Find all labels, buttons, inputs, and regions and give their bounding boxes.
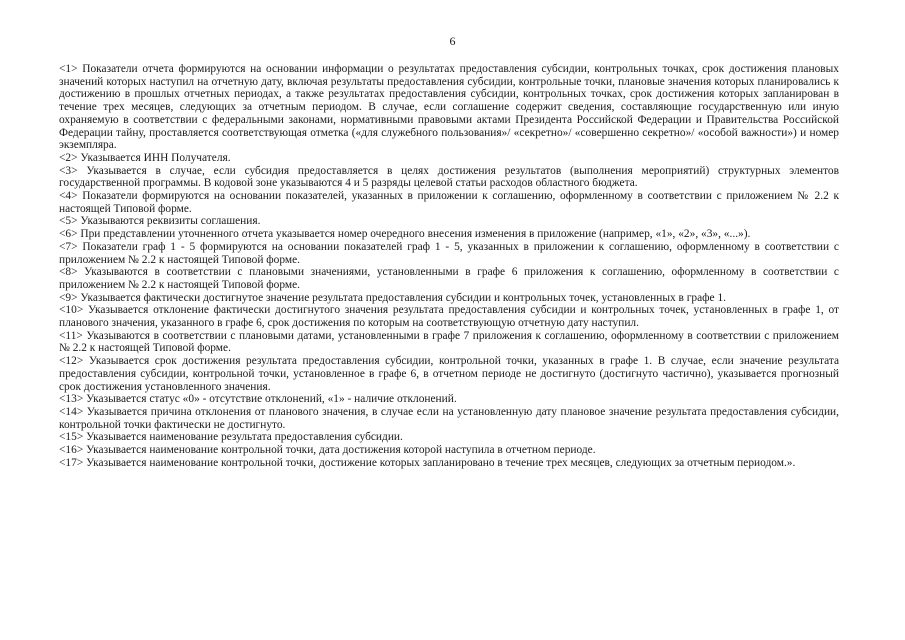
footnote-14: <14> Указывается причина отклонения от планового значения, в случае если на установленную дату плановое значение результата предоставления субсидии, контрольной точки фактически не достигнуто.	[59, 405, 839, 431]
footnote-13: <13> Указывается статус «0» - отсутствие отклонений, «1» - наличие отклонений.	[59, 393, 457, 406]
footnotes-list	[59, 63, 839, 470]
footnote-5: <5> Указываются реквизиты соглашения.	[59, 215, 261, 228]
footnote-17: <17> Указывается наименование контрольной точки, достижение которых запланировано в течение трех месяцев, следующих за отчетным периодом.».	[59, 456, 796, 469]
footnote-11: <11> Указываются в соответствии с плановыми датами, установленными в графе 7 приложения к соглашению, оформленному в соответствии с приложением № 2.2 к настоящей Типовой форме.	[59, 329, 839, 355]
page-number: 6	[449, 34, 456, 48]
footnote-10: <10> Указывается отклонение фактически достигнутого значения результата предоставления субсидии и контрольных точек, установленных в графе 1, от планового значения, указанного в графе 6, срок достижения по которым на соответствующую отчетную дату наступил.	[59, 304, 839, 330]
footnote-16: <16> Указывается наименование контрольной точки, дата достижения которой наступила в отчетном периоде.	[59, 444, 596, 457]
footnote-7: <7> Показатели граф 1 - 5 формируются на основании показателей граф 1 - 5, указанных в приложении к соглашению, оформленному в соответствии с приложением № 2.2 к настоящей Типовой форме.	[59, 240, 839, 266]
footnote-3: <3> Указывается в случае, если субсидия предоставляется в целях достижения результатов (выполнения мероприятий) структурных элементов государственной программы. В кодовой зоне указываются 4 и 5 разряды целевой статьи расходов областного бюджета.	[59, 164, 839, 190]
footnote-15: <15> Указывается наименование результата предоставления субсидии.	[59, 431, 403, 444]
footnote-2: <2> Указывается ИНН Получателя.	[59, 151, 231, 164]
footnote-8: <8> Указываются в соответствии с плановыми значениями, установленными в графе 6 приложения к соглашению, оформленному в соответствии с приложением № 2.2 к настоящей Типовой форме.	[59, 266, 839, 291]
footnote-4: <4> Показатели формируются на основании показателей, указанных в приложении к соглашению, оформленному в соответствии с приложением № 2.2 к настоящей Типовой форме.	[59, 190, 839, 215]
footnote-9: <9> Указывается фактически достигнутое значение результата предоставления субсидии и контрольных точек, установленных в графе 1.	[59, 291, 726, 304]
footnote-1: <1> Показатели отчета формируются на основании информации о результатах предоставления субсидии, контрольных точках, срок достижения плановых значений которых наступил на отчетную дату, включая результаты предоставления субсидии, контрольные точки, плановые значения которых планировались к достижению в прошлых отчетных периодах, а также результатах предоставления субсидии, контрольных точках, срок достижения которых запланирован в течение трех месяцев, следующих за отчетным периодом. В случае, если соглашение содержит сведения, составляющие государственную или иную охраняемую в соответствии с федеральными законами, нормативными правовыми актами Президента Российской Федерации и Правительства Российской Федерации тайну, проставляется соответствующая отметка («для служебного пользования»/ «секретно»/ «совершенно секретно»/ «особой важности») и номер экземпляра.	[59, 63, 839, 152]
footnote-6: <6> При представлении уточненного отчета указывается номер очередного внесения изменения в приложение (например, «1», «2», «3», «...»).	[59, 228, 751, 241]
footnote-12: <12> Указывается срок достижения результата предоставления субсидии, контрольной точки, указанных в графе 1. В случае, если значение результата предоставления субсидии, контрольной точки, установленное в графе 6, в отчетном периоде не достигнуто (достигнуто частично), указывается прогнозный срок достижения установленного значения.	[59, 355, 839, 393]
